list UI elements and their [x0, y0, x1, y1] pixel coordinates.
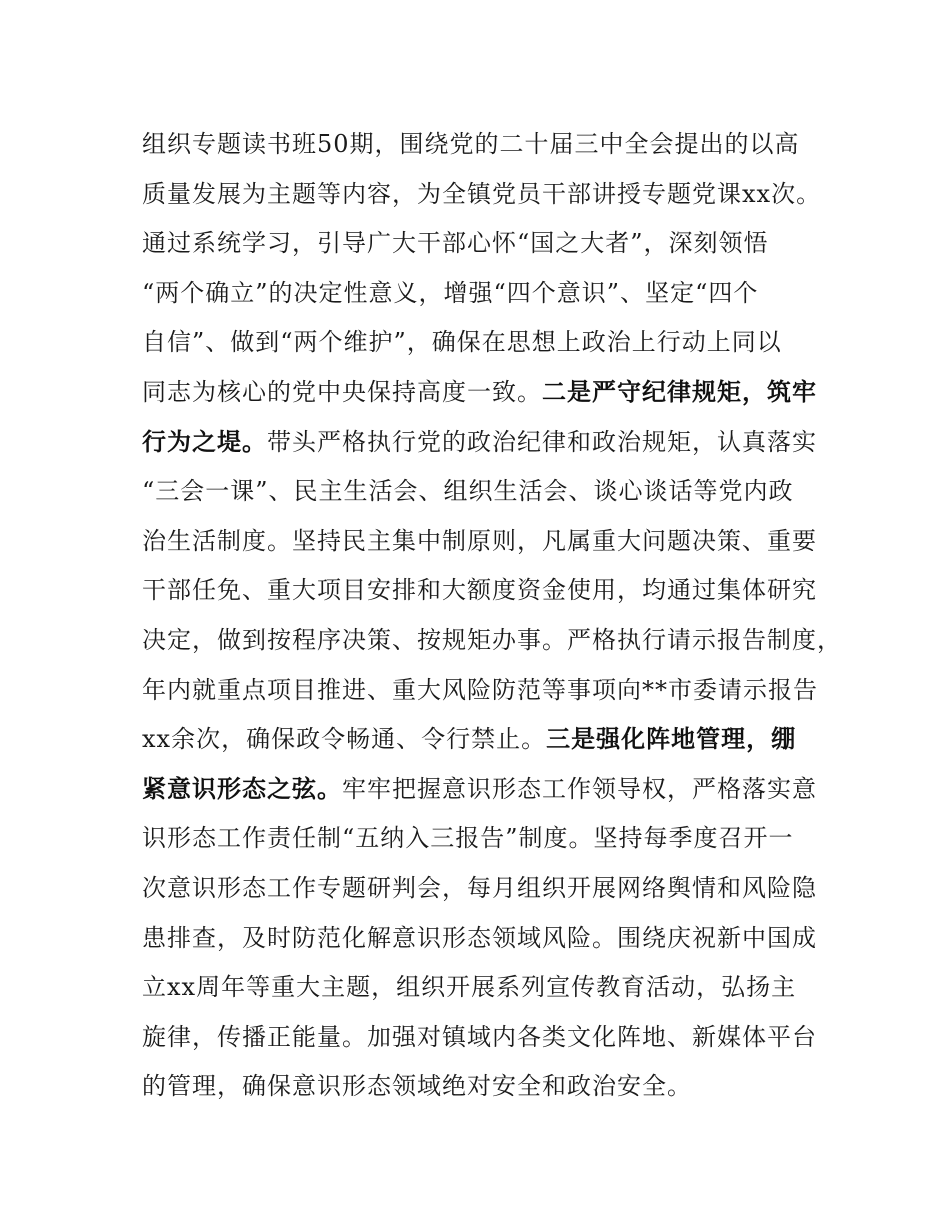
- body-text: 决定，做到按程序决策、按规矩办事。严格执行请示报告制度，: [142, 625, 842, 654]
- text-line: [142, 914, 832, 964]
- body-text: “两个确立”的决定性意义，增强“四个意识”、坚定“四个: [142, 278, 759, 307]
- text-line: [142, 467, 832, 517]
- body-text: 带头严格执行党的政治纪律和政治规矩，认真落实: [267, 427, 817, 456]
- body-text: 牢牢把握意识形态工作领导权，严格落实意: [342, 774, 817, 803]
- text-line: [142, 368, 832, 418]
- text-line: [142, 864, 832, 914]
- body-text: 质量发展为主题等内容，为全镇党员干部讲授专题党课xx次。: [142, 179, 822, 208]
- text-line: [142, 963, 832, 1013]
- document-body: [142, 120, 842, 1112]
- body-text: xx余次，确保政令畅通、令行禁止。: [142, 725, 547, 754]
- text-line: [142, 814, 832, 864]
- text-line: [142, 1062, 832, 1112]
- body-text: 干部任免、重大项目安排和大额度资金使用，均通过集体研究: [142, 576, 817, 605]
- text-line: [142, 666, 832, 716]
- body-text: 次意识形态工作专题研判会，每月组织开展网络舆情和风险隐: [142, 873, 817, 902]
- text-line: [142, 120, 832, 170]
- body-text: 识形态工作责任制“五纳入三报告”制度。坚持每季度召开一: [142, 824, 794, 853]
- text-line: [142, 765, 832, 815]
- text-line: [142, 219, 832, 269]
- body-text: 患排查，及时防范化解意识形态领域风险。围绕庆祝新中国成: [142, 923, 817, 952]
- bold-heading-text: 紧意识形态之弦。: [142, 774, 342, 803]
- bold-heading-text: 三是强化阵地管理，绷: [546, 725, 797, 754]
- body-text: 立xx周年等重大主题，组织开展系列宣传教育活动，弘扬主: [142, 973, 797, 1002]
- text-line: [142, 318, 832, 368]
- body-text: 的管理，确保意识形态领域绝对安全和政治安全。: [142, 1072, 692, 1101]
- body-text: 通过系统学习，引导广大干部心怀“国之大者”，深刻领悟: [142, 229, 769, 258]
- text-line: [142, 616, 842, 666]
- bold-heading-text: 行为之堤。: [142, 427, 267, 456]
- text-line: [142, 715, 832, 765]
- text-line: [142, 269, 832, 319]
- body-text: 旋律，传播正能量。加强对镇域内各类文化阵地、新媒体平台: [142, 1022, 817, 1051]
- body-text: 同志为核心的党中央保持高度一致。: [142, 377, 542, 406]
- body-text: 自信”、做到“两个维护”，确保在思想上政治上行动上同以: [142, 328, 782, 357]
- body-text: 治生活制度。坚持民主集中制原则，凡属重大问题决策、重要: [142, 526, 817, 555]
- text-line: [142, 566, 832, 616]
- text-line: [142, 170, 832, 220]
- text-line: [142, 418, 832, 468]
- text-line: [142, 1013, 832, 1063]
- body-text: “三会一课”、民主生活会、组织生活会、谈心谈话等党内政: [142, 477, 794, 506]
- body-text: 组织专题读书班50期，围绕党的二十届三中全会提出的以高: [142, 130, 800, 158]
- text-line: [142, 517, 832, 567]
- bold-heading-text: 二是严守纪律规矩，筑牢: [542, 377, 817, 406]
- body-text: 年内就重点项目推进、重大风险防范等事项向**市委请示报告: [142, 675, 818, 704]
